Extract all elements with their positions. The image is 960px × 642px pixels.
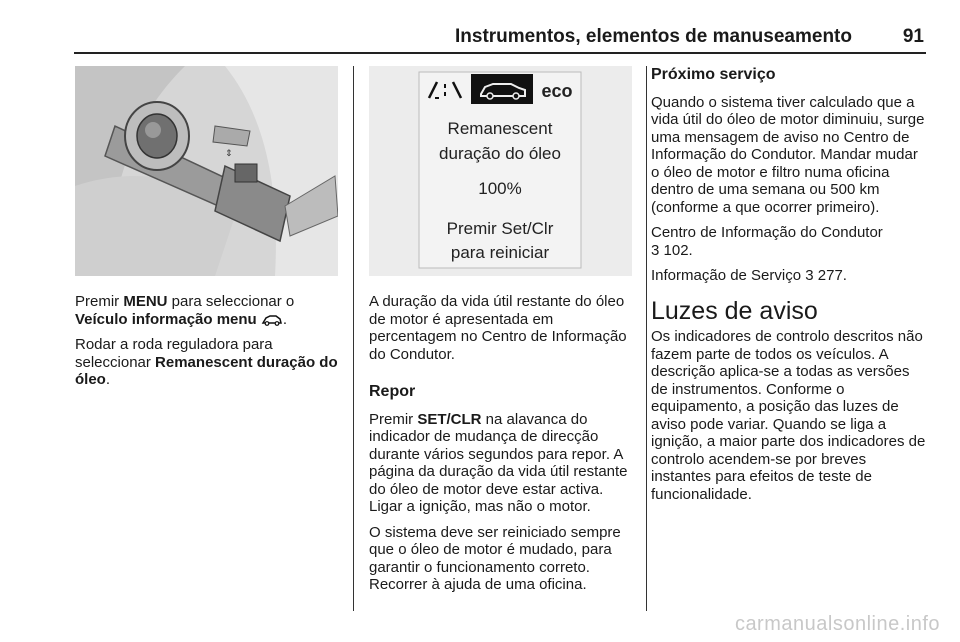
remanescent-keyword: Remanescent duração do óleo [75,353,338,388]
right-paragraph-4: Os indicadores de controlo descritos não fazem parte de todos os veículos. A descrição aplica-se a todas as versões de instrumentos. Conforme o equipamento, a posição das luzes de aviso pode variar. Quando se liga a ignição, a maior parte dos indicadores de controlo acendem-se por breves instantes para efeitos de teste de funcionalidade. [651,328,926,503]
stalk-lever-icon [75,66,338,276]
mid-paragraph-1: A duração da vida útil restante do óleo de motor é apresentada em percentagem no Centro de Informação do Condutor. [369,293,627,363]
mid-paragraph-2: Premir SET/CLR na alavanca do indicador de mudança de direcção durante vários segundos para repor. A página da duração da vida útil restante do óleo de motor deve estar activa. Ligar a ignição, mas não o motor. [369,410,628,515]
display-line-reiniciar: para reiniciar [450,243,550,262]
column-divider-2 [646,66,647,611]
right-column [651,66,929,511]
display-line-premir: Premir Set/Clr [446,219,554,238]
column-divider-1 [353,66,354,611]
mid-paragraph-3: O sistema deve ser reiniciado sempre que o óleo de motor é mudado, para garantir o funcionamento correto. Recorrer à ajuda de uma oficina. [369,523,621,593]
header-divider [74,52,926,54]
set-clr-keyword: SET/CLR [417,410,482,428]
driver-info-display [369,66,632,276]
vehicle-info-menu-keyword: Veículo informação menu [75,310,257,328]
section-heading-proximo-servico: Próximo serviço [651,66,776,83]
display-line-duracao: duração do óleo [439,144,561,163]
right-paragraph-2: Centro de Informação do Condutor 3 102. [651,224,883,259]
header-title: Instrumentos, elementos de manuseamento [455,26,852,47]
page-ref-arrow-icon: 3 [651,241,660,259]
display-value: 100% [478,179,522,198]
section-heading-luzes-de-aviso: Luzes de aviso [651,296,818,325]
car-icon [471,74,533,104]
stalk-illustration [75,66,338,276]
eco-tab-label: eco [541,81,573,101]
left-paragraph-1: Premir MENU para seleccionar o Veículo informação menu . [75,293,295,328]
svg-text:⇕: ⇕ [225,149,233,159]
page-ref-arrow-icon: 3 [805,267,814,284]
middle-column [369,293,634,602]
section-heading-repor: Repor [369,383,416,400]
right-paragraph-1: Quando o sistema tiver calculado que a vida útil do óleo de motor diminuiu, surge uma mensagem de aviso no Centro de Informação do Condutor. Mandar mudar o óleo de motor e filtro numa oficina dentro de uma semana ou 500 km (conforme a que ocorrer primeiro). [651,93,925,216]
display-line-remanescent: Remanescent [447,119,553,138]
right-paragraph-3: Informação de Serviço 3 277. [651,267,847,284]
left-paragraph-2: Rodar a roda reguladora para seleccionar Remanescent duração do óleo. [75,336,338,388]
menu-keyword: MENU [123,293,168,310]
watermark: carmanualsonline.info [734,613,940,635]
page-number: 91 [902,26,924,47]
car-icon [261,314,283,326]
left-column [75,293,340,397]
